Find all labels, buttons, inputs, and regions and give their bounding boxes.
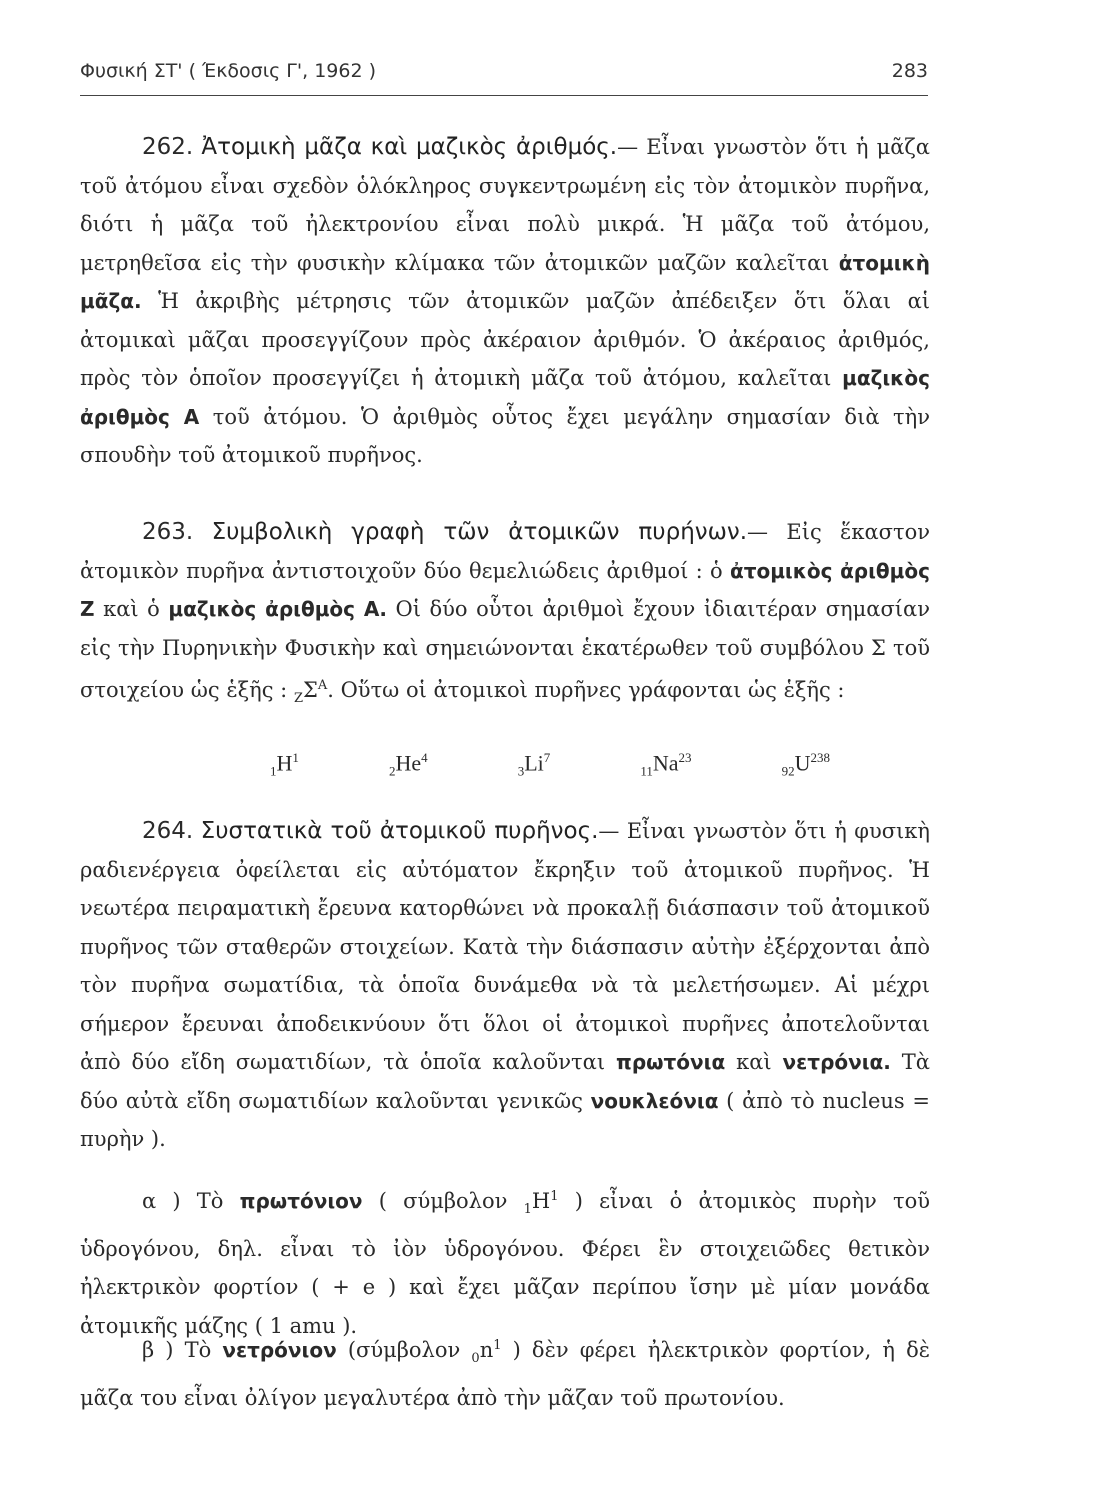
paragraph xyxy=(80,513,930,719)
body-text: . Οὕτω οἱ ἀτομικοὶ πυρῆνες γράφονται ὡς ἑξῆς : xyxy=(327,678,845,702)
nuclide-li7: $_3Li^7$ xyxy=(517,750,551,779)
section-number: 263. xyxy=(142,519,194,545)
section-title: Συμβολικὴ γραφὴ τῶν ἀτομικῶν πυρήνων. xyxy=(211,519,748,545)
section-263 xyxy=(80,513,930,719)
proton-symbol: $_1H^1$ xyxy=(523,1189,559,1218)
header-rule xyxy=(80,95,928,96)
page-header xyxy=(80,60,928,82)
body-text: — Εἰς ἕκαστον ἀτομικὸν πυρῆνα ἀντιστοιχοῦν δύο θεμελιώδεις ἀριθμοί : ὁ xyxy=(80,520,930,583)
item-label: α ) Τὸ xyxy=(142,1189,224,1213)
term-atomic-number: ἀτομικὸς ἀριθμὸς Ζ xyxy=(80,558,930,621)
body-text: ( σύμβολον xyxy=(378,1189,508,1213)
nuclide-h1: $_1H^1$ xyxy=(270,750,299,779)
section-number: 264. xyxy=(142,818,194,844)
section-264 xyxy=(80,812,930,1159)
page-number: 283 xyxy=(891,60,928,82)
nuclide-na23: $_{11}Na^{23}$ xyxy=(640,750,692,779)
term-mass-number: μαζικὸς ἀριθμὸς Α. xyxy=(168,597,387,621)
notation-formula: $_Z\Sigma^A$ xyxy=(293,678,328,707)
body-text: — Εἶναι γνωστὸν ὅτι ἡ μᾶζα τοῦ ἀτόμου εἶναι σχεδὸν ὁλόκληρος συγκεντρωμένη εἰς τὸν ἀτομικὸν πυρῆνα, διότι ἡ μᾶζα τοῦ ἠλεκτρονίου εἶναι πολὺ μικρά. Ἡ μᾶζα τοῦ ἀτόμου, μετρηθεῖσα εἰς τὴν φυσικὴν κλίμακα τῶν ἀτομικῶν μαζῶν καλεῖται xyxy=(80,135,930,275)
running-title: Φυσική ΣΤ' ( Έκδοσις Γ', 1962 ) xyxy=(80,60,377,82)
section-title: Ἀτομικὴ μᾶζα καὶ μαζικὸς ἀριθμός. xyxy=(201,134,618,160)
body-text: ) εἶναι ὁ ἀτομικὸς πυρὴν τοῦ ὑδρογόνου, δηλ. εἶναι τὸ ἰὸν ὑδρογόνου. Φέρει ἓν στοιχειῶδες θετικὸν ἠλεκτρικὸν φορτίον ( + e ) καὶ ἔχει μᾶζαν περίπου ἴσην μὲ μίαν μονάδα ἀτομικῆς μάζης ( 1 amu ). xyxy=(80,1189,930,1338)
paragraph-proton xyxy=(80,1178,930,1345)
neutron-symbol: $_0n^1$ xyxy=(471,1338,502,1367)
nuclide-symbols xyxy=(270,750,830,780)
paragraph xyxy=(80,1178,930,1345)
nuclide-u238: $_{92}U^{238}$ xyxy=(781,750,830,779)
term-protons: πρωτόνια xyxy=(616,1050,726,1074)
term-proton: πρωτόνιον xyxy=(239,1189,363,1213)
body-text: — Εἶναι γνωστὸν ὅτι ἡ φυσικὴ ραδιενέργεια ὀφείλεται εἰς αὐτόματον ἔκρηξιν τοῦ ἀτομικοῦ πυρῆνος. Ἡ νεωτέρα πειραματικὴ ἔρευνα κατορθώνει νὰ προκαλῇ διάσπασιν τοῦ ἀτομικοῦ πυρῆνος τῶν σταθερῶν στοιχείων. Κατὰ τὴν διάσπασιν αὐτὴν ἐξέρχονται ἀπὸ τὸν πυρῆνα σωματίδια, τὰ ὁποῖα δυνάμεθα νὰ τὰ μελετήσωμεν. Αἱ μέχρι σήμερον ἔρευναι ἀποδεικνύουν ὅτι ὅλοι οἱ ἀτομικοὶ πυρῆνες ἀποτελοῦνται ἀπὸ δύο εἴδη σωματιδίων, τὰ ὁποῖα καλοῦνται xyxy=(80,819,930,1074)
item-label: β ) Τὸ xyxy=(142,1338,212,1362)
term-nucleons: νουκλεόνια xyxy=(590,1088,719,1113)
paragraph xyxy=(80,128,930,475)
body-text: Οἱ δύο οὗτοι ἀριθμοὶ ἔχουν ἰδιαιτέραν σημασίαν εἰς τὴν Πυρηνικὴν Φυσικὴν καὶ σημειώνονται ἑκατέρωθεν τοῦ συμβόλου Σ τοῦ στοιχείου ὡς ἑξῆς : xyxy=(80,597,930,702)
body-text: Τὰ δύο αὐτὰ εἴδη σωματιδίων καλοῦνται γενικῶς xyxy=(80,1050,930,1113)
term-mass-number: μαζικὸς ἀριθμὸς Α xyxy=(80,366,930,429)
paragraph xyxy=(80,812,930,1159)
paragraph-neutron xyxy=(80,1327,930,1417)
body-text: τοῦ ἀτόμου. Ὁ ἀριθμὸς οὗτος ἔχει μεγάλην σημασίαν διὰ τὴν σπουδὴν τοῦ ἀτομικοῦ πυρῆνος. xyxy=(80,404,930,467)
body-text: (σύμβολον xyxy=(347,1338,461,1362)
section-number: 262. xyxy=(142,134,194,160)
body-text: καὶ xyxy=(736,1050,772,1074)
term-neutrons: νετρόνια. xyxy=(782,1050,891,1074)
body-text: ( ἀπὸ τὸ nucleus = πυρὴν ). xyxy=(80,1088,930,1151)
body-text: Ἡ ἀκριβὴς μέτρησις τῶν ἀτομικῶν μαζῶν ἀπέδειξεν ὅτι ὅλαι αἱ ἀτομικαὶ μᾶζαι προσεγγίζουν πρὸς ἀκέραιον ἀριθμόν. Ὁ ἀκέραιος ἀριθμός, πρὸς τὸν ὁποῖον προσεγγίζει ἡ ἀτομικὴ μᾶζα τοῦ ἀτόμου, καλεῖται xyxy=(80,289,930,390)
section-title: Συστατικὰ τοῦ ἀτομικοῦ πυρῆνος. xyxy=(200,818,599,844)
term-atomic-mass: ἀτομικὴ μᾶζα. xyxy=(80,250,930,313)
body-text: ) δὲν φέρει ἠλεκτρικὸν φορτίον, ἡ δὲ μᾶζα του εἶναι ὀλίγον μεγαλυτέρα ἀπὸ τὴν μᾶζαν τοῦ πρωτονίου. xyxy=(80,1338,930,1410)
section-262 xyxy=(80,128,930,475)
term-neutron: νετρόνιον xyxy=(222,1338,337,1362)
body-text: καὶ ὁ xyxy=(103,597,160,621)
nuclide-he4: $_2He^4$ xyxy=(388,750,428,779)
paragraph xyxy=(80,1327,930,1417)
